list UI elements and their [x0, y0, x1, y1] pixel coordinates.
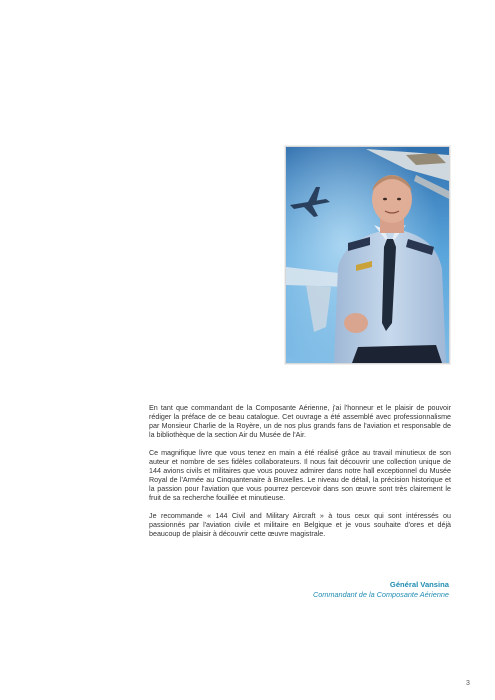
preface-text: [149, 404, 451, 548]
portrait-photo: [285, 146, 450, 364]
preface-paragraph-1: En tant que commandant de la Composante Aérienne, j'ai l'honneur et le plaisir de pouvoir rédiger la préface de ce beau catalogue. Cet ouvrage a été assemblé avec professionnalisme par Monsieur Charlie de la Royère, un de nos plus grands fans de l'aviation et responsable de la bibliothèque de la section Air du Musée de l'Air.: [149, 404, 451, 440]
signature-name: Général Vansina: [389, 580, 449, 589]
preface-paragraph-3: Je recommande « 144 Civil and Military Aircraft » à tous ceux qui sont intéressés ou passionnés par l'aviation civile et militaire en Belgique et je vous souhaite d'ores et déjà beaucoup de plaisir à découvrir cette œuvre magistrale.: [149, 511, 451, 539]
preface-paragraph-2: Ce magnifique livre que vous tenez en main a été réalisé grâce au travail minutieux de son auteur et nombre de ses fidèles collaborateurs. Il nous fait découvrir une collection unique de 144 avions civils et militaires que vous pouvez admirer dans notre hall exceptionnel du Musée Royal de l'Armée au Cinquantenaire à Bruxelles. Le niveau de détail, la précision historique et la passion pour l'aviation que vous pourrez percevoir dans son œuvre sont très clairement le fruit de sa recherche fouillée et minutieuse.: [149, 448, 451, 503]
signature-title: Commandant de la Composante Aérienne: [312, 590, 449, 599]
page-number: 3: [466, 680, 470, 687]
